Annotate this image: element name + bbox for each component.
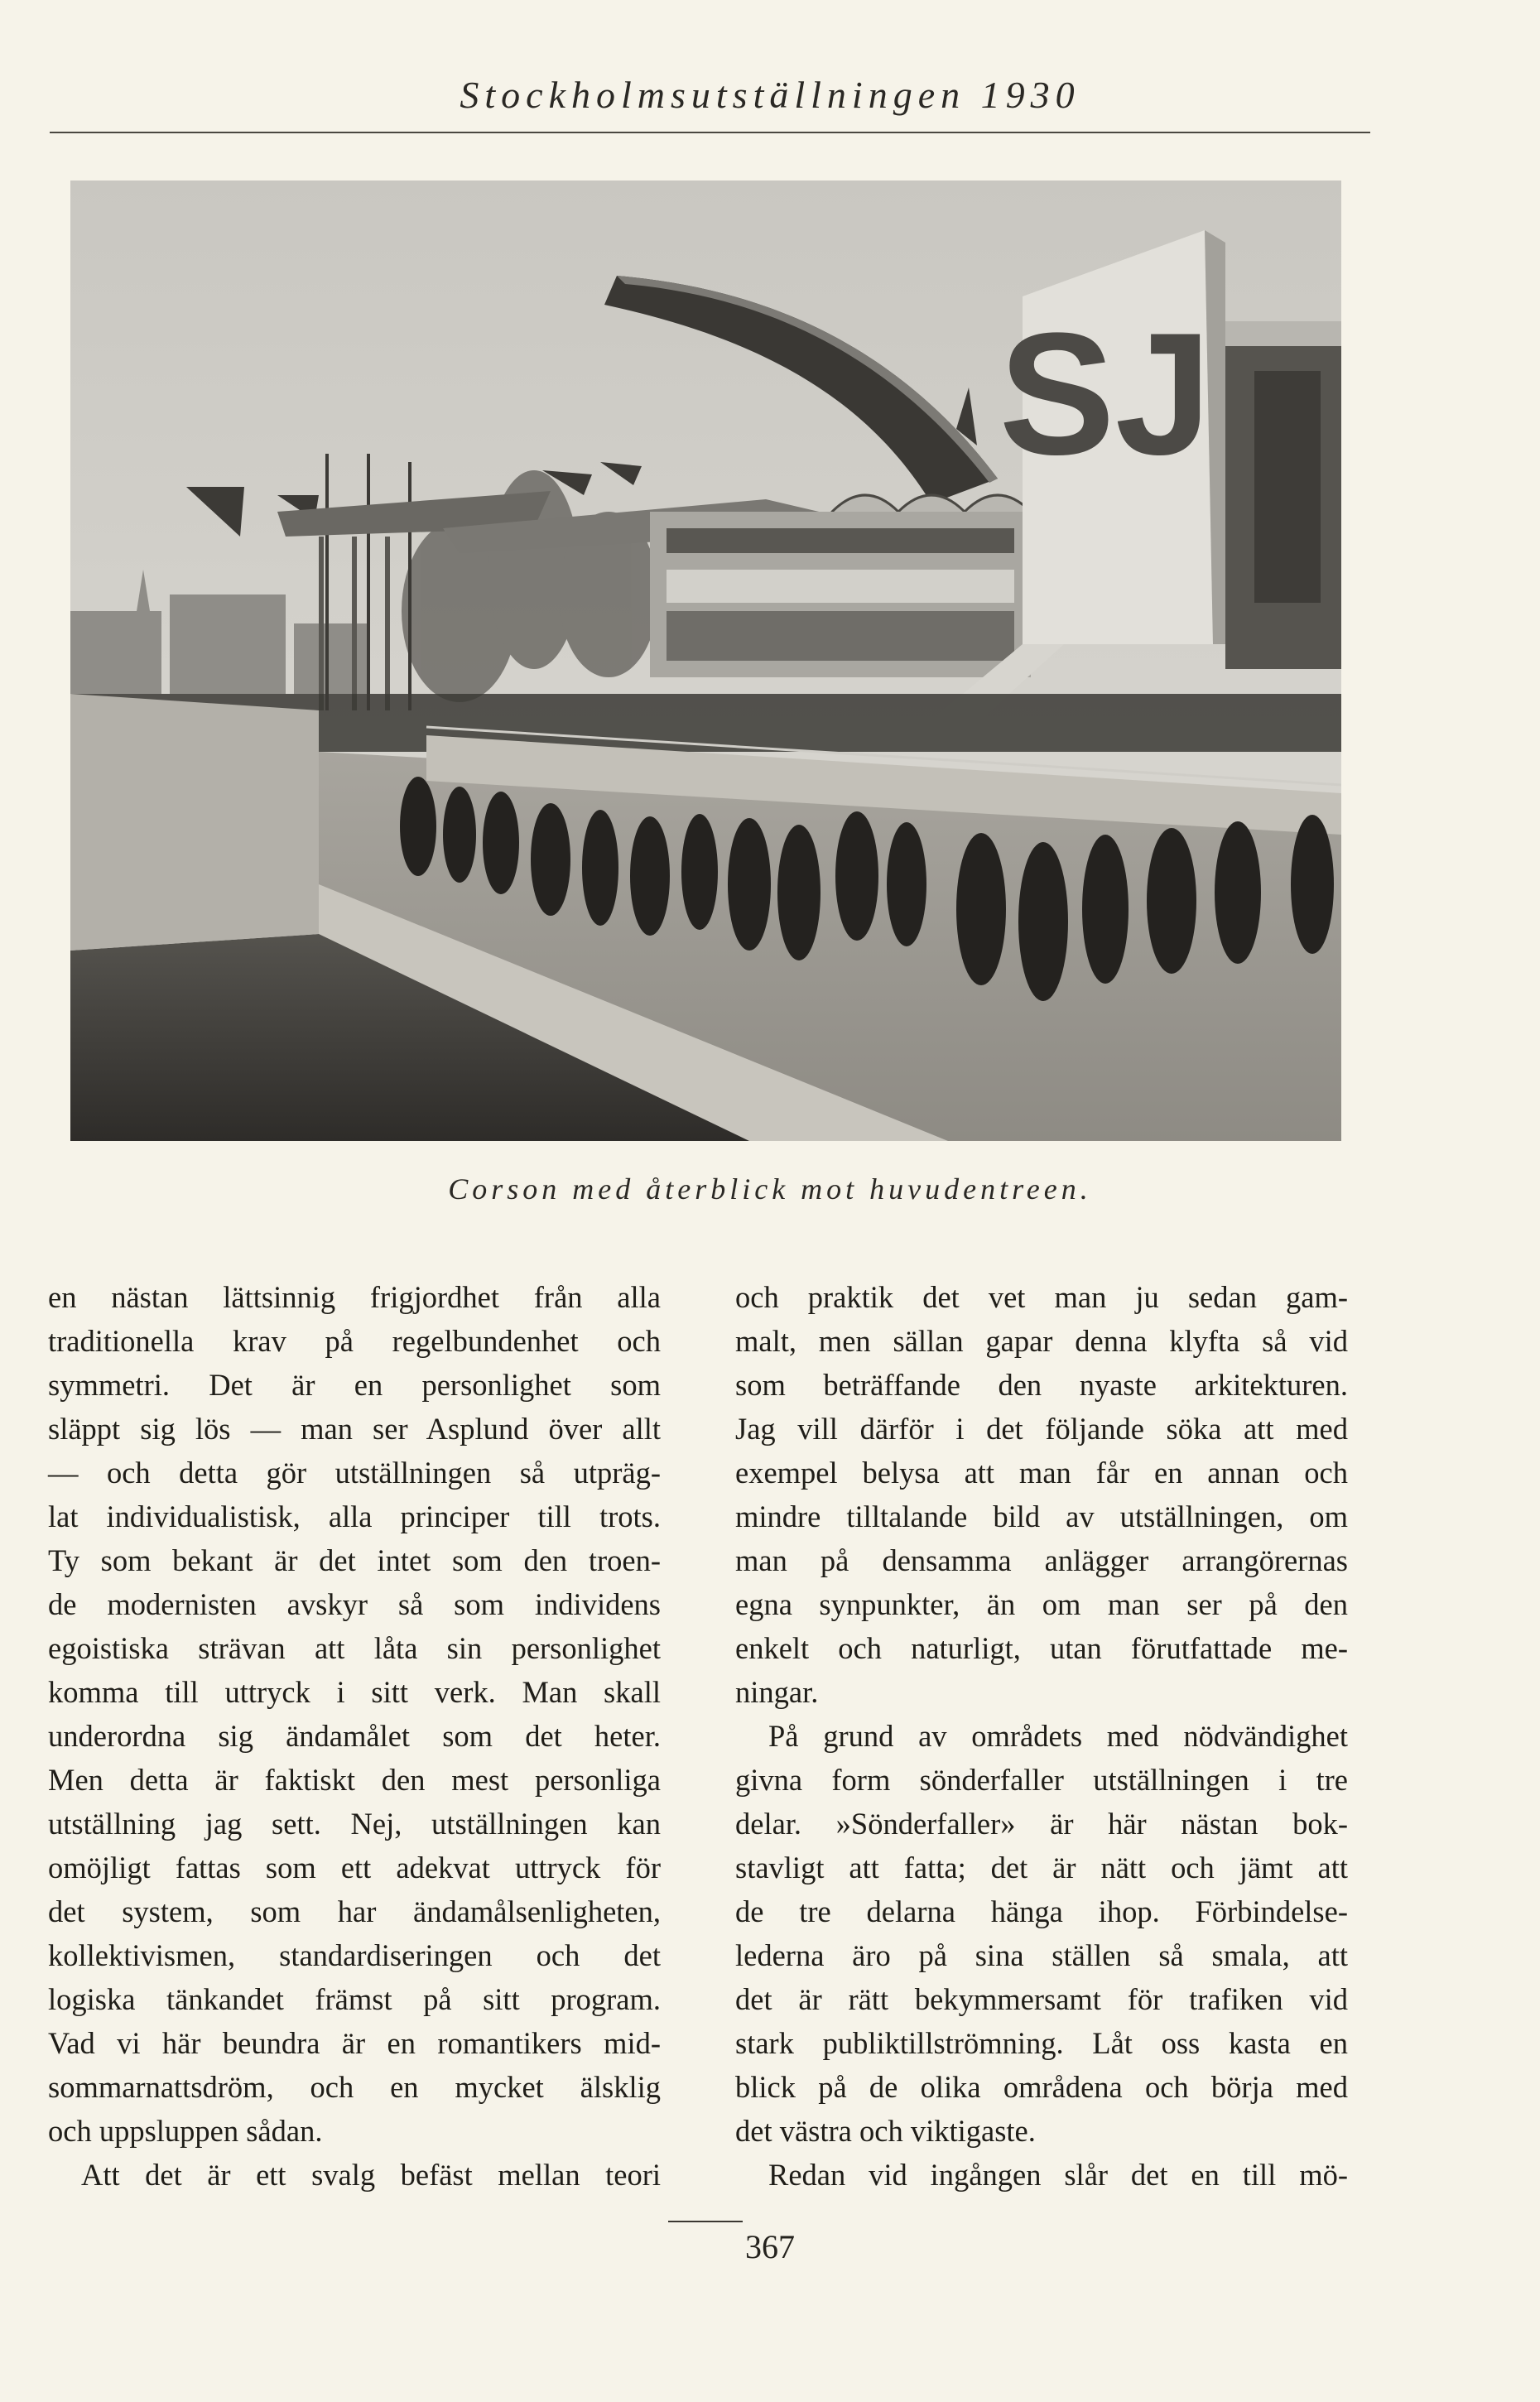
text-line: underordna sig ändamålet som det heter. bbox=[48, 1719, 661, 1753]
text-line: — och detta gör utställningen så utpräg- bbox=[48, 1456, 661, 1490]
page-number: 367 bbox=[745, 2228, 795, 2265]
text-line: stavligt att fatta; det är nätt och jämt att bbox=[735, 1851, 1348, 1885]
text-line: mindre tilltalande bild av utställningen, om bbox=[735, 1499, 1348, 1533]
running-title: Stockholmsutställningen 1930 bbox=[460, 74, 1080, 116]
text-line: man på densamma anlägger arrangörernas bbox=[735, 1543, 1348, 1577]
text-line: Men detta är faktiskt den mest personliga bbox=[48, 1763, 661, 1797]
text-line: symmetri. Det är en personlighet som bbox=[48, 1368, 661, 1402]
text-line: malt, men sällan gapar denna klyfta så vid bbox=[735, 1324, 1348, 1358]
text-line: blick på de olika områdena och börja med bbox=[735, 2070, 1348, 2104]
text-line: På grund av områdets med nödvändighet bbox=[768, 1719, 1348, 1753]
text-line: och uppsluppen sådan. bbox=[48, 2114, 323, 2148]
exhibition-photograph bbox=[70, 181, 1341, 1141]
text-column-left bbox=[48, 1275, 661, 2197]
text-line: det är rätt bekymmersamt för trafiken vid bbox=[735, 1982, 1348, 2016]
text-line: lederna äro på sina ställen så smala, att bbox=[735, 1938, 1348, 1972]
text-line: komma till uttryck i sitt verk. Man skall bbox=[48, 1675, 661, 1709]
text-line: utställning jag sett. Nej, utställningen kan bbox=[48, 1807, 661, 1841]
text-line: en nästan lättsinnig frigjordhet från alla bbox=[48, 1280, 661, 1314]
central-pavilion bbox=[650, 512, 1031, 677]
text-line: ningar. bbox=[735, 1675, 819, 1709]
text-line: traditionella krav på regelbundenhet och bbox=[48, 1324, 661, 1358]
text-line: egna synpunkter, än om man ser på den bbox=[735, 1587, 1348, 1621]
text-line: Ty som bekant är det intet som den troen- bbox=[48, 1543, 661, 1577]
text-line: sommarnattsdröm, och en mycket älsklig bbox=[48, 2070, 661, 2104]
text-line: lat individualistisk, alla principer till trots. bbox=[48, 1499, 661, 1533]
text-line: Jag vill därför i det följande söka att med bbox=[735, 1412, 1348, 1446]
text-line: och praktik det vet man ju sedan gam- bbox=[735, 1280, 1348, 1314]
text-line: de tre delarna hänga ihop. Förbindelse- bbox=[735, 1894, 1348, 1928]
photo-svg bbox=[70, 181, 1341, 1141]
text-line: Vad vi här beundra är en romantikers mid- bbox=[48, 2026, 661, 2060]
text-line: som beträffande den nyaste arkitekturen. bbox=[735, 1368, 1348, 1402]
text-line: de modernisten avskyr så som individens bbox=[48, 1587, 661, 1621]
text-line: delar. »Sönderfaller» är här nästan bok- bbox=[735, 1807, 1348, 1841]
text-line: omöjligt fattas som ett adekvat uttryck för bbox=[48, 1851, 661, 1885]
text-line: stark publiktillströmning. Låt oss kasta en bbox=[735, 2026, 1348, 2060]
text-line: exempel belysa att man får en annan och bbox=[735, 1456, 1348, 1490]
text-line: enkelt och naturligt, utan förutfattade me- bbox=[735, 1631, 1348, 1665]
right-pavilion bbox=[1225, 321, 1341, 669]
text-line: egoistiska strävan att låta sin personlighet bbox=[48, 1631, 661, 1665]
text-line: kollektivismen, standardiseringen och det bbox=[48, 1938, 661, 1972]
sj-sign: SJ bbox=[999, 296, 1212, 491]
text-column-right bbox=[735, 1275, 1348, 2197]
folio-rule bbox=[668, 2221, 743, 2222]
text-line: logiska tänkandet främst på sitt program. bbox=[48, 1982, 661, 2016]
text-line: Redan vid ingången slår det en till mö- bbox=[768, 2158, 1348, 2192]
text-line: givna form sönderfaller utställningen i tre bbox=[735, 1763, 1348, 1797]
lower-walkway bbox=[70, 694, 319, 951]
photo-caption: Corson med återblick mot huvudentreen. bbox=[448, 1172, 1092, 1206]
text-line: släppt sig lös — man ser Asplund över allt bbox=[48, 1412, 661, 1446]
header-rule bbox=[50, 132, 1370, 133]
text-line: Att det är ett svalg befäst mellan teori bbox=[81, 2158, 661, 2192]
text-line: det västra och viktigaste. bbox=[735, 2114, 1036, 2148]
text-line: det system, som har ändamålsenligheten, bbox=[48, 1894, 661, 1928]
